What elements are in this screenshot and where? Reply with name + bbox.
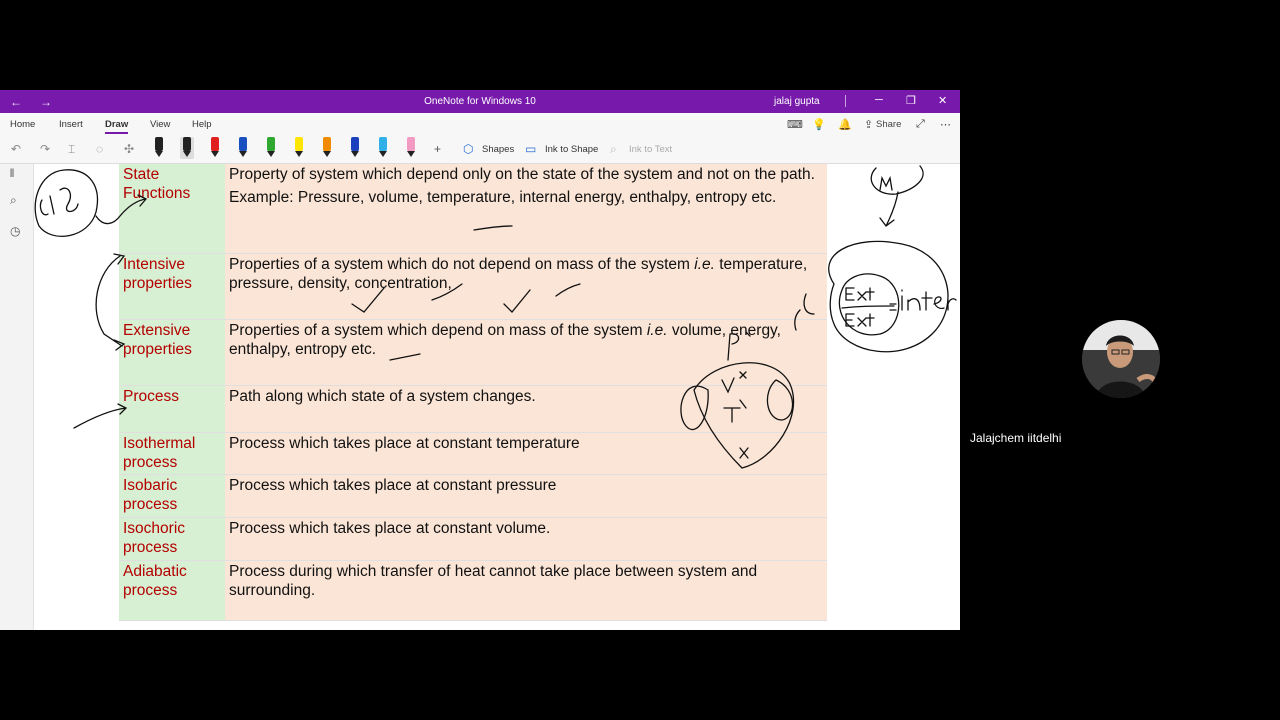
pen-barrel xyxy=(379,137,387,151)
ink-to-text-icon: ⌕ xyxy=(610,142,617,156)
definition-text: volume, energy, enthalpy, entropy etc. xyxy=(229,321,781,358)
mode-icon[interactable]: ⌨ xyxy=(787,119,803,131)
pen-5-icon[interactable] xyxy=(264,137,278,159)
lightbulb-icon[interactable]: 💡 xyxy=(812,119,826,131)
ink-ratio-line xyxy=(842,306,894,308)
definition-italic: i.e. xyxy=(694,255,715,273)
definition-text: Properties of a system which do not depend on mass of the system xyxy=(229,255,695,273)
ink-equals xyxy=(890,304,896,310)
ink-to-text-button[interactable]: Ink to Text xyxy=(629,144,673,155)
pen-tip xyxy=(407,151,415,157)
restore-icon[interactable]: ❐ xyxy=(906,95,916,107)
pen-barrel xyxy=(323,137,331,151)
tab-help[interactable]: Help xyxy=(192,119,212,130)
ink-t-label xyxy=(724,400,746,422)
forward-icon[interactable]: → xyxy=(40,95,52,109)
ink-circle-top-right xyxy=(871,166,923,194)
ink-arrow-down xyxy=(880,192,898,226)
share-button[interactable]: Share xyxy=(876,119,902,130)
pen-tip xyxy=(323,151,331,157)
expand-icon[interactable]: ⤢ xyxy=(916,118,925,130)
pen-tip xyxy=(379,151,387,157)
ink-to-shape-icon: ▭ xyxy=(525,142,537,156)
pen-barrel xyxy=(351,137,359,151)
ink-bracket xyxy=(96,254,124,350)
pen-4-icon[interactable] xyxy=(236,137,250,159)
ink-v-label xyxy=(722,372,746,392)
title-bar xyxy=(0,90,960,113)
more-options-icon[interactable]: ⋯ xyxy=(940,119,951,131)
term-cell: Isothermal process xyxy=(119,432,225,474)
ribbon-tabs xyxy=(0,113,960,135)
back-icon[interactable]: ← xyxy=(10,95,22,109)
pen-barrel xyxy=(295,137,303,151)
pen-2-icon[interactable] xyxy=(180,137,194,159)
pen-3-icon[interactable] xyxy=(208,137,222,159)
definition-cell: Process which takes place at constant pressure xyxy=(225,474,827,517)
ink-tick-pressure xyxy=(432,284,462,300)
page-canvas[interactable] xyxy=(34,164,960,630)
pen-8-icon[interactable] xyxy=(348,137,362,159)
ink-ext-top xyxy=(846,288,874,300)
ink-x-label xyxy=(740,448,748,458)
shapes-button[interactable]: Shapes xyxy=(482,144,515,155)
definition-italic: i.e. xyxy=(646,321,668,339)
ink-bracket-right xyxy=(795,294,814,330)
term-cell: Process xyxy=(119,385,225,432)
ink-circle-b xyxy=(767,380,792,420)
definition-text: Properties of a system which depend on mass of the system xyxy=(229,321,647,339)
term-cell: Isobaric process xyxy=(119,474,225,517)
ink-arrow xyxy=(96,195,146,224)
term-cell: Isochoric process xyxy=(119,517,225,560)
example-text: Example: Pressure, volume, temperature, internal energy, enthalpy, entropy etc. xyxy=(229,189,777,206)
title-separator xyxy=(845,95,846,107)
notebooks-icon[interactable]: 𝍪 xyxy=(10,166,15,180)
pen-tip xyxy=(239,151,247,157)
ink-arrow-process xyxy=(74,404,126,428)
pen-7-icon[interactable] xyxy=(320,137,334,159)
term-cell: Extensive properties xyxy=(119,319,225,385)
ink-p-label xyxy=(728,332,750,360)
pen-10-icon[interactable] xyxy=(404,137,418,159)
term-cell: Intensive properties xyxy=(119,253,225,319)
definition-text: temperature, pressure, density, concentration, xyxy=(229,255,808,292)
navigation-rail xyxy=(0,164,34,630)
ink-scribble xyxy=(40,188,78,215)
ink-to-shape-button[interactable]: Ink to Shape xyxy=(545,144,599,155)
ink-ext-bottom xyxy=(846,314,874,326)
recent-icon[interactable]: ◷ xyxy=(10,224,21,238)
search-icon[interactable]: ⌕ xyxy=(10,193,17,207)
minimize-icon[interactable]: ─ xyxy=(875,94,883,106)
ink-underline-temp xyxy=(474,226,512,230)
undo-icon[interactable]: ↶ xyxy=(11,142,22,156)
ink-underline-entropy xyxy=(390,354,420,360)
definition-cell: Process which takes place at constant temperature xyxy=(225,432,827,474)
redo-icon[interactable]: ↷ xyxy=(40,142,51,156)
definition-cell: Path along which state of a system changes. xyxy=(225,385,827,432)
pen-tip xyxy=(155,151,163,157)
pen-tip xyxy=(211,151,219,157)
term-cell: State Functions xyxy=(119,164,225,253)
share-icon: ⇪ xyxy=(864,119,874,131)
add-pen-icon[interactable]: + xyxy=(434,142,442,156)
definition-text: Property of system which depend only on the state of the system and not on the path. xyxy=(229,166,815,183)
ink-tick-density xyxy=(504,290,530,312)
type-select-icon[interactable]: ⌶ xyxy=(68,142,76,156)
ink-loop-top-left xyxy=(35,170,97,236)
pen-barrel xyxy=(183,137,191,151)
pen-tip xyxy=(351,151,359,157)
pen-barrel xyxy=(239,137,247,151)
pen-1-icon[interactable] xyxy=(152,137,166,159)
tab-home[interactable]: Home xyxy=(10,119,36,130)
pen-9-icon[interactable] xyxy=(376,137,390,159)
person-icon xyxy=(1082,320,1160,398)
onenote-window xyxy=(0,90,960,630)
shapes-icon: ⬡ xyxy=(463,142,474,156)
ink-m-label xyxy=(880,178,892,190)
pen-tip xyxy=(295,151,303,157)
participant-name: Jalajchem iitdelhi xyxy=(970,431,1062,445)
definition-cell: Process during which transfer of heat cannot take place between system and surrounding. xyxy=(225,560,827,620)
ink-annotations xyxy=(34,164,960,630)
participant-avatar xyxy=(1082,320,1160,398)
window-title: OneNote for Windows 10 xyxy=(424,96,536,107)
pen-barrel xyxy=(211,137,219,151)
bell-icon[interactable]: 🔔 xyxy=(838,119,852,131)
pen-barrel xyxy=(267,137,275,151)
tab-draw[interactable]: Draw xyxy=(105,119,129,130)
definition-cell: Process which takes place at constant volume. xyxy=(225,517,827,560)
pen-6-icon[interactable] xyxy=(292,137,306,159)
tab-view[interactable]: View xyxy=(150,119,171,130)
pen-tip xyxy=(267,151,275,157)
ink-tick-conc xyxy=(556,284,580,296)
pen-tip xyxy=(183,151,191,157)
tab-insert[interactable]: Insert xyxy=(59,119,83,130)
draw-toolbar xyxy=(0,135,960,164)
lasso-icon[interactable]: ◌ xyxy=(96,142,104,156)
term-cell: Adiabatic process xyxy=(119,560,225,620)
user-name[interactable]: jalaj gupta xyxy=(774,96,820,107)
close-icon[interactable]: ✕ xyxy=(938,95,948,107)
video-tile xyxy=(960,270,1280,450)
insert-space-icon[interactable]: ✣ xyxy=(124,142,135,156)
ink-tick-temp xyxy=(352,288,384,312)
pen-barrel xyxy=(155,137,163,151)
pen-barrel xyxy=(407,137,415,151)
